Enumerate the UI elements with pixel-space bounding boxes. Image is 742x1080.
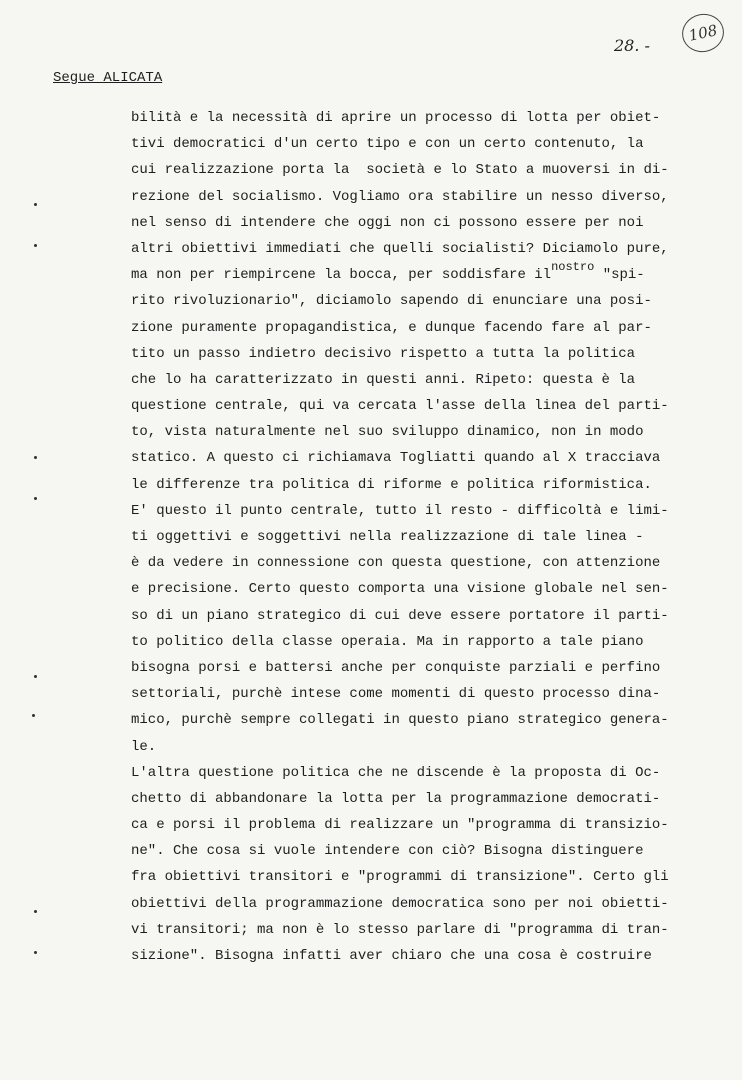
line-text: "spi- [594,267,645,284]
text-line: settoriali, purchè intese come momenti di questo processo dina- [131,686,661,703]
text-line: le. [131,738,157,755]
section-header: Segue ALICATA [53,70,163,86]
text-line: to, vista naturalmente nel suo sviluppo dinamico, non in modo [131,424,644,441]
text-line: bisogna porsi e battersi anche per conquiste parziali e perfino [131,659,661,676]
text-line: zione puramente propagandistica, e dunque facendo fare al par- [131,319,652,336]
scan-speck [34,675,37,678]
text-line: bilità e la necessità di aprire un processo di lotta per obiet- [131,110,661,126]
scan-speck [34,497,37,500]
superscript-insertion: nostro [551,260,595,275]
scan-speck [34,203,37,206]
text-line: obiettivi della programmazione democratica sono per noi obietti- [131,895,669,912]
text-line: altri obiettivi immediati che quelli socialisti? Diciamolo pure, [131,240,669,257]
text-line: fra obiettivi transitori e "programmi di transizione". Certo gli [131,869,669,886]
text-line: e precisione. Certo questo comporta una visione globale nel sen- [131,581,669,598]
text-line: questione centrale, qui va cercata l'asse della linea del parti- [131,398,669,415]
text-line: ca e porsi il problema di realizzare un "programma di transizio- [131,817,669,834]
scan-speck [34,951,37,954]
archive-stamp: 108 [679,10,728,56]
scan-speck [34,456,37,459]
text-line: è da vedere in connessione con questa questione, con attenzione [131,555,661,572]
body-text [131,105,701,969]
text-line: ti oggettivi e soggettivi nella realizzazione di tale linea - [131,529,644,545]
text-line: tito un passo indietro decisivo rispetto a tutta la politica [131,345,636,362]
scan-speck [32,714,35,717]
text-line: ne". Che cosa si vuole intendere con ciò? Bisogna distinguere [131,843,644,860]
text-line: statico. A questo ci richiamava Togliatti quando al X tracciava [131,450,661,467]
text-line: to politico della classe operaia. Ma in rapporto a tale piano [131,633,644,650]
line-text: ma non per riempircene la bocca, per soddisfare il [131,267,552,284]
text-line: mico, purchè sempre collegati in questo piano strategico genera- [131,712,669,729]
text-line: tivi democratici d'un certo tipo e con un certo contenuto, la [131,136,644,153]
text-line: vi transitori; ma non è lo stesso parlare di "programma di tran- [131,921,669,938]
text-line [131,262,701,288]
text-line: rito rivoluzionario", diciamolo sapendo di enunciare una posi- [131,293,652,310]
text-line: rezione del socialismo. Vogliamo ora stabilire un nesso diverso, [131,188,669,205]
text-line: le differenze tra politica di riforme e politica riformistica. [131,476,652,493]
text-line: so di un piano strategico di cui deve essere portatore il parti- [131,607,669,624]
text-line: L'altra questione politica che ne discende è la proposta di Oc- [131,764,661,781]
page-number: 28. - [614,36,650,55]
text-line: sizione". Bisogna infatti aver chiaro che una cosa è costruire [131,948,652,964]
text-line: cui realizzazione porta la società e lo Stato a muoversi in di- [131,162,669,179]
scan-speck [34,244,37,247]
text-line: E' questo il punto centrale, tutto il resto - difficoltà e limi- [131,502,669,519]
text-line: chetto di abbandonare la lotta per la programmazione democrati- [131,790,661,807]
scan-speck [34,910,37,913]
text-line: che lo ha caratterizzato in questi anni. Ripeto: questa è la [131,371,636,388]
text-line: nel senso di intendere che oggi non ci possono essere per noi [131,214,644,231]
